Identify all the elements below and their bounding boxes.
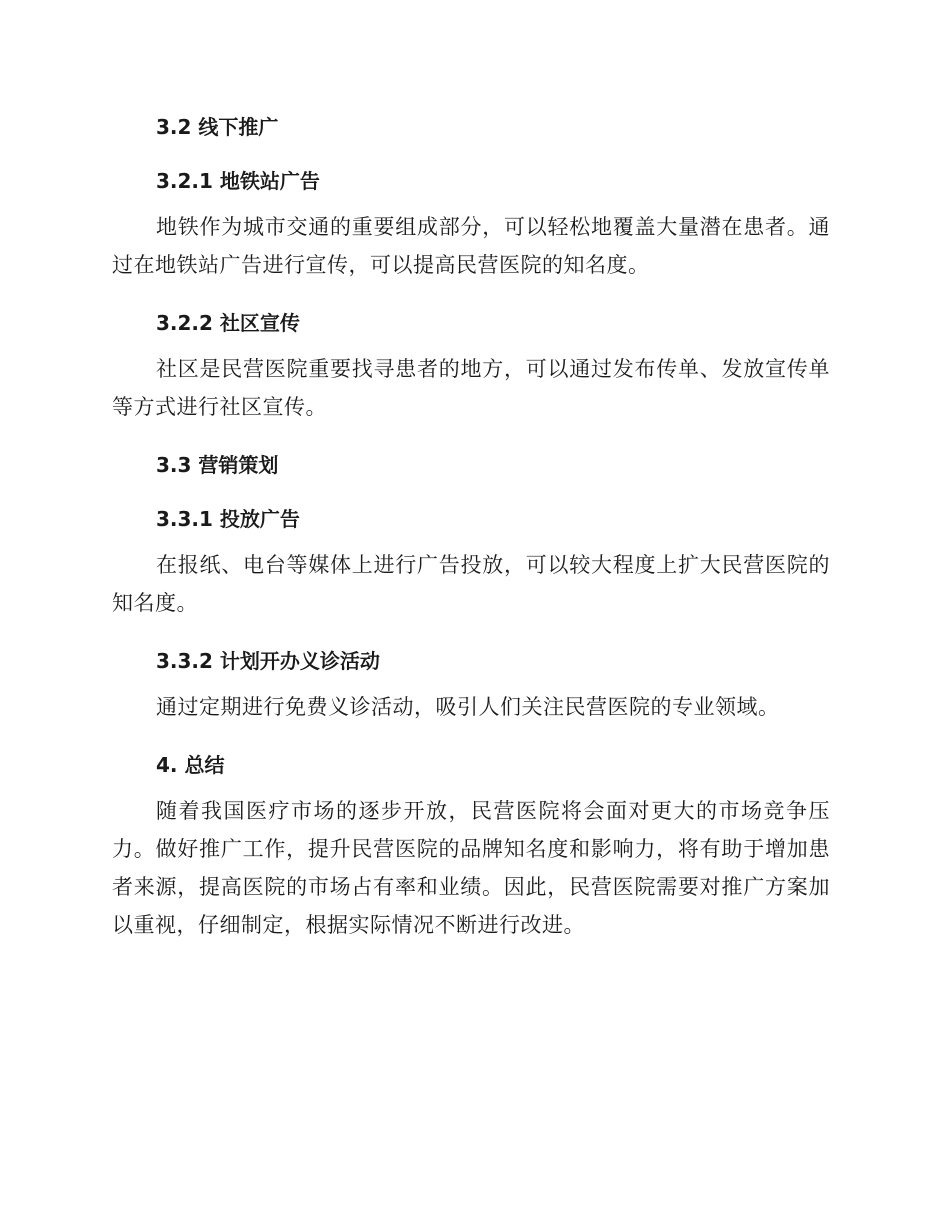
paragraph-community-promo: 社区是民营医院重要找寻患者的地方，可以通过发布传单、发放宣传单等方式进行社区宣传。 xyxy=(112,357,830,419)
section-heading-3-3: 3.3 营销策划 xyxy=(156,453,279,477)
section-heading-3-3-2: 3.3.2 计划开办义诊活动 xyxy=(156,649,380,673)
section-heading-3-2-2: 3.2.2 社区宣传 xyxy=(156,311,300,335)
document-page xyxy=(112,100,830,956)
section-heading-3-2: 3.2 线下推广 xyxy=(156,115,279,139)
paragraph-advertising: 在报纸、电台等媒体上进行广告投放，可以较大程度上扩大民营医院的知名度。 xyxy=(112,553,830,615)
section-heading-4: 4. 总结 xyxy=(156,753,225,777)
section-heading-3-3-1: 3.3.1 投放广告 xyxy=(156,507,300,531)
section-heading-3-2-1: 3.2.1 地铁站广告 xyxy=(156,169,320,193)
paragraph-summary: 随着我国医疗市场的逐步开放，民营医院将会面对更大的市场竞争压力。做好推广工作，提升民营医院的品牌知名度和影响力，将有助于增加患者来源，提高医院的市场占有率和业绩。因此，民营医院需要对推广方案加以重视，仔细制定，根据实际情况不断进行改进。 xyxy=(112,799,830,937)
paragraph-free-clinic: 通过定期进行免费义诊活动，吸引人们关注民营医院的专业领域。 xyxy=(156,695,780,719)
paragraph-subway-ads: 地铁作为城市交通的重要组成部分，可以轻松地覆盖大量潜在患者。通过在地铁站广告进行宣传，可以提高民营医院的知名度。 xyxy=(112,215,830,277)
